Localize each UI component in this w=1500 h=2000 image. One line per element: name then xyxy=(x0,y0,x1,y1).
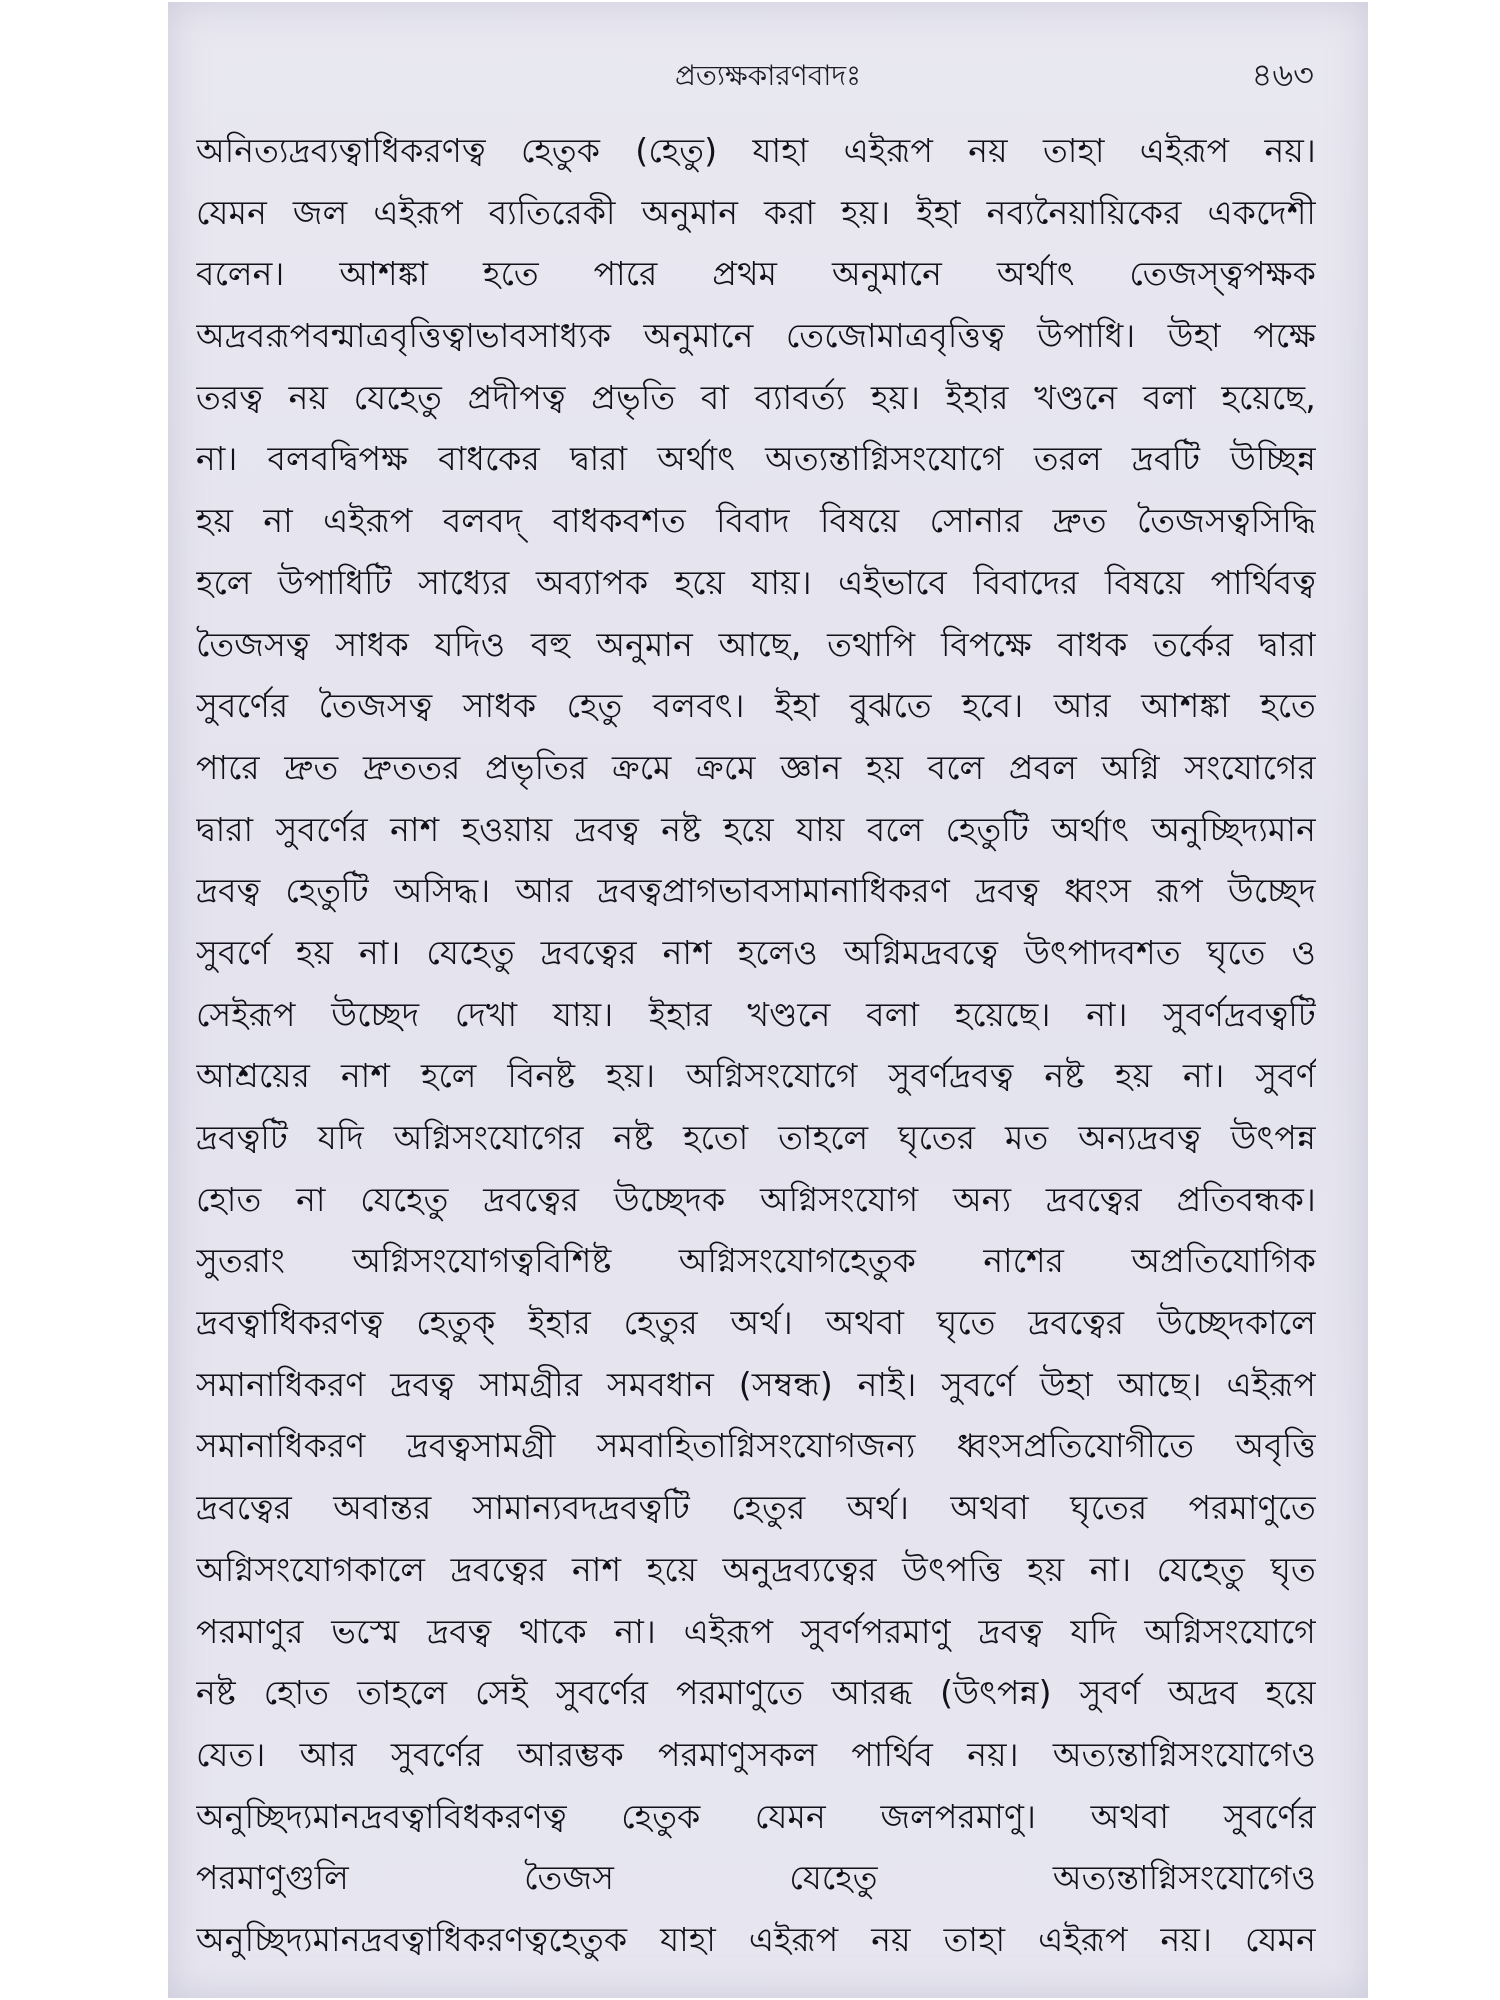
text-line: যেমন জল এইরূপ ব্যতিরেকী অনুমান করা হয়। ইহা নব্যনৈয়ায়িকের একদেশী xyxy=(196,192,1316,232)
text-line: বলেন। আশঙ্কা হতে পারে প্রথম অনুমানে অর্থাৎ তেজস্ত্বপক্ষক xyxy=(196,254,1316,294)
text-line: হয় না এইরূপ বলবদ্ বাধকবশত বিবাদ বিষয়ে সোনার দ্রুত তৈজসত্বসিদ্ধি xyxy=(196,501,1316,541)
text-line: সেইরূপ উচ্ছেদ দেখা যায়। ইহার খণ্ডনে বলা হয়েছে। না। সুবর্ণদ্রবত্বটি xyxy=(196,994,1316,1034)
text-line: তরত্ব নয় যেহেতু প্রদীপত্ব প্রভৃতি বা ব্যাবর্ত্য হয়। ইহার খণ্ডনে বলা হয়েছে, xyxy=(196,377,1316,417)
text-line: পরমাণুর ভস্মে দ্রবত্ব থাকে না। এইরূপ সুবর্ণপরমাণু দ্রবত্ব যদি অগ্নিসংযোগে xyxy=(196,1611,1316,1651)
page-number: ৪৬৩ xyxy=(1251,56,1314,94)
text-line: অনুচ্ছিদ্যমানদ্রবত্বাধিকরণত্বহেতুক যাহা এইরূপ নয় তাহা এইরূপ নয়। যেমন xyxy=(196,1919,1316,1959)
text-line: তৈজসত্ব সাধক যদিও বহু অনুমান আছে, তথাপি বিপক্ষে বাধক তর্কের দ্বারা xyxy=(196,624,1316,664)
text-line: হোত না যেহেতু দ্রবত্বের উচ্ছেদক অগ্নিসংযোগ অন্য দ্রবত্বের প্রতিবন্ধক। xyxy=(196,1179,1316,1219)
text-line: দ্রবত্বের অবান্তর সামান্যবদদ্রবত্বটি হেতুর অর্থ। অথবা ঘৃতের পরমাণুতে xyxy=(196,1488,1316,1528)
text-line: পরমাণুগুলি তৈজস যেহেতু অত্যন্তাগ্নিসংযোগেও xyxy=(196,1858,1316,1898)
text-line: পারে দ্রুত দ্রুততর প্রভৃতির ক্রমে ক্রমে জ্ঞান হয় বলে প্রবল অগ্নি সংযোগের xyxy=(196,747,1316,787)
text-line: দ্বারা সুবর্ণের নাশ হওয়ায় দ্রবত্ব নষ্ট হয়ে যায় বলে হেতুটি অর্থাৎ অনুচ্ছিদ্যমান xyxy=(196,809,1316,849)
running-title: প্রত্যক্ষকারণবাদঃ xyxy=(674,59,862,92)
text-line: সুতরাং অগ্নিসংযোগত্ববিশিষ্ট অগ্নিসংযোগহেতুক নাশের অপ্রতিযোগিক xyxy=(196,1241,1316,1281)
text-line: সমানাধিকরণ দ্রবত্ব সামগ্রীর সমবধান (সম্বন্ধ) নাই। সুবর্ণে উহা আছে। এইরূপ xyxy=(196,1364,1316,1404)
text-line: আশ্রয়ের নাশ হলে বিনষ্ট হয়। অগ্নিসংযোগে সুবর্ণদ্রবত্ব নষ্ট হয় না। সুবর্ণ xyxy=(196,1056,1316,1096)
body-text xyxy=(196,120,1316,1971)
book-page xyxy=(168,2,1368,1998)
text-line: অনুচ্ছিদ্যমানদ্রবত্বাবিধকরণত্ব হেতুক যেমন জলপরমাণু। অথবা সুবর্ণের xyxy=(196,1796,1316,1836)
text-line: সমানাধিকরণ দ্রবত্বসামগ্রী সমবাহিতাগ্নিসংযোগজন্য ধ্বংসপ্রতিযোগীতে অবৃত্তি xyxy=(196,1426,1316,1466)
text-line: দ্রবত্ব হেতুটি অসিদ্ধ। আর দ্রবত্বপ্রাগভাবসামানাধিকরণ দ্রবত্ব ধ্বংস রূপ উচ্ছেদ xyxy=(196,871,1316,911)
page-header xyxy=(168,46,1368,102)
text-line: হলে উপাধিটি সাধ্যের অব্যাপক হয়ে যায়। এইভাবে বিবাদের বিষয়ে পার্থিবত্ব xyxy=(196,562,1316,602)
text-line: সুবর্ণে হয় না। যেহেতু দ্রবত্বের নাশ হলেও অগ্নিমদ্রবত্বে উৎপাদবশত ঘৃতে ও xyxy=(196,932,1316,972)
text-line: না। বলবদ্বিপক্ষ বাধকের দ্বারা অর্থাৎ অত্যন্তাগ্নিসংযোগে তরল দ্রবটি উচ্ছিন্ন xyxy=(196,439,1316,479)
text-line: দ্রবত্বটি যদি অগ্নিসংযোগের নষ্ট হতো তাহলে ঘৃতের মত অন্যদ্রবত্ব উৎপন্ন xyxy=(196,1118,1316,1157)
text-line: যেত। আর সুবর্ণের আরম্ভক পরমাণুসকল পার্থিব নয়। অত্যন্তাগ্নিসংযোগেও xyxy=(196,1734,1316,1774)
text-line: অনিত্যদ্রব্যত্বাধিকরণত্ব হেতুক (হেতু) যাহা এইরূপ নয় তাহা এইরূপ নয়। xyxy=(196,131,1316,170)
text-line: সুবর্ণের তৈজসত্ব সাধক হেতু বলবৎ। ইহা বুঝতে হবে। আর আশঙ্কা হতে xyxy=(196,686,1316,726)
text-line: অগ্নিসংযোগকালে দ্রবত্বের নাশ হয়ে অনুদ্রব্যত্বের উৎপত্তি হয় না। যেহেতু ঘৃত xyxy=(196,1549,1316,1589)
text-line: নষ্ট হোত তাহলে সেই সুবর্ণের পরমাণুতে আরব্ধ (উৎপন্ন) সুবর্ণ অদ্রব হয়ে xyxy=(196,1673,1316,1713)
text-line: দ্রবত্বাধিকরণত্ব হেতুক্ ইহার হেতুর অর্থ। অথবা ঘৃতে দ্রবত্বের উচ্ছেদকালে xyxy=(196,1303,1316,1343)
text-line: অদ্রবরূপবন্মাত্রবৃত্তিত্বাভাবসাধ্যক অনুমানে তেজোমাত্রবৃত্তিত্ব উপাধি। উহা পক্ষে xyxy=(196,316,1316,356)
